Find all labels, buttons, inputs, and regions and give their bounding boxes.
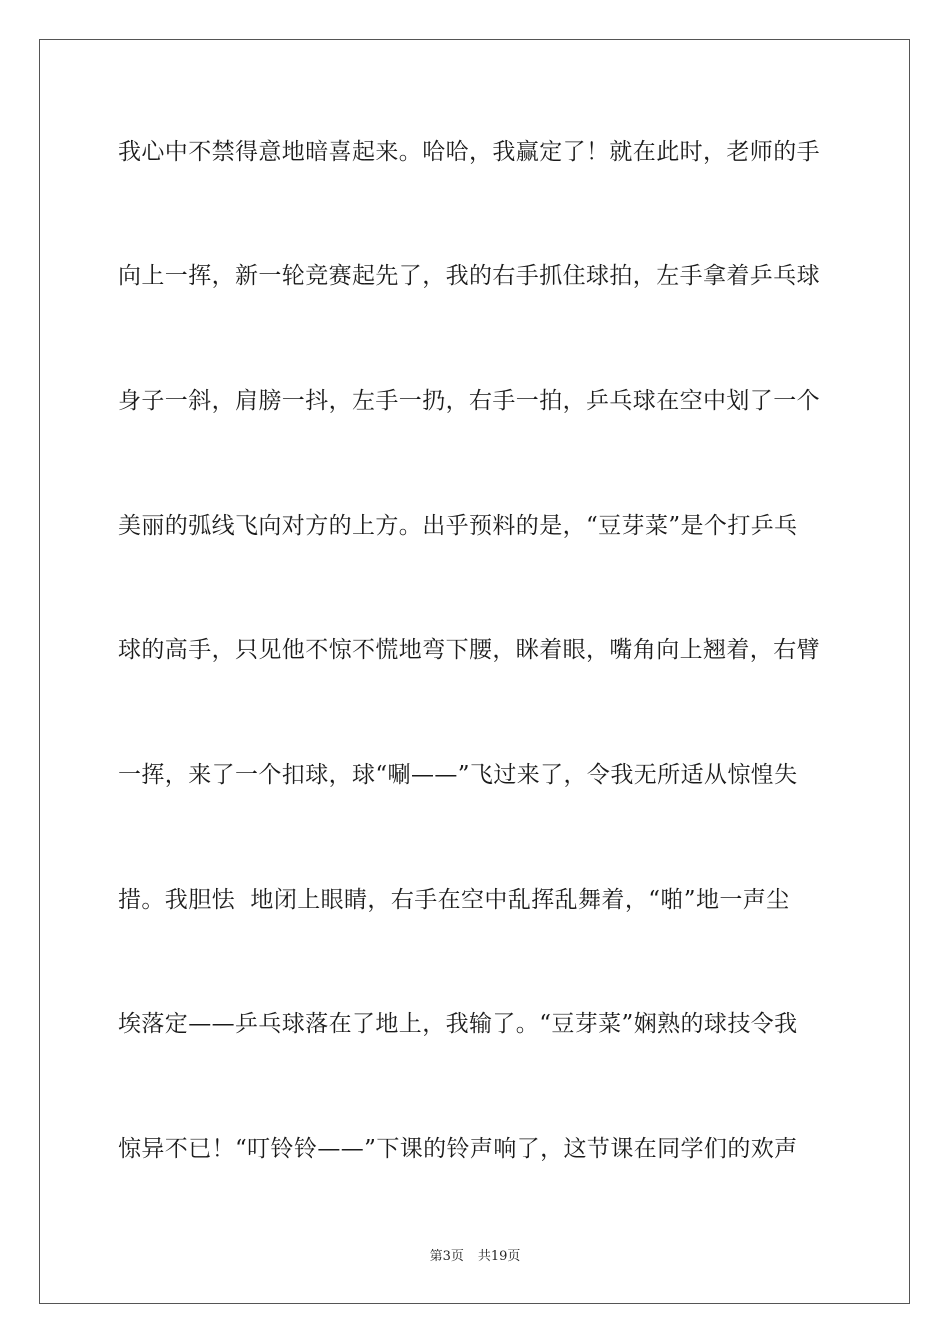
text-line: 身子一斜，肩膀一抖，左手一扔，右手一拍，乒乓球在空中划了一个: [118, 388, 820, 414]
text-line: 措。我胆怯 地闭上眼睛，右手在空中乱挥乱舞着，“啪”地一声尘: [118, 887, 790, 913]
page-total: 共19页: [477, 1249, 521, 1264]
page-footer: [0, 1248, 950, 1266]
text-line: 球的高手，只见他不惊不慌地弯下腰，眯着眼，嘴角向上翘着，右臂: [118, 637, 820, 663]
text-line: 一挥，来了一个扣球，球“唰——”飞过来了，令我无所适从惊惶失: [118, 762, 798, 788]
page-border: [39, 39, 910, 1304]
text-line: 我心中不禁得意地暗喜起来。哈哈，我赢定了！就在此时，老师的手: [118, 139, 820, 165]
text-line: 惊异不已！“叮铃铃——”下课的铃声响了，这节课在同学们的欢声: [118, 1136, 798, 1162]
page-number: 第3页: [429, 1249, 464, 1264]
text-line: 美丽的弧线飞向对方的上方。出乎预料的是，“豆芽菜”是个打乒乓: [118, 513, 798, 539]
text-line: 埃落定——乒乓球落在了地上，我输了。“豆芽菜”娴熟的球技令我: [118, 1011, 798, 1037]
text-line: 向上一挥，新一轮竞赛起先了，我的右手抓住球拍，左手拿着乒乓球: [118, 263, 820, 289]
